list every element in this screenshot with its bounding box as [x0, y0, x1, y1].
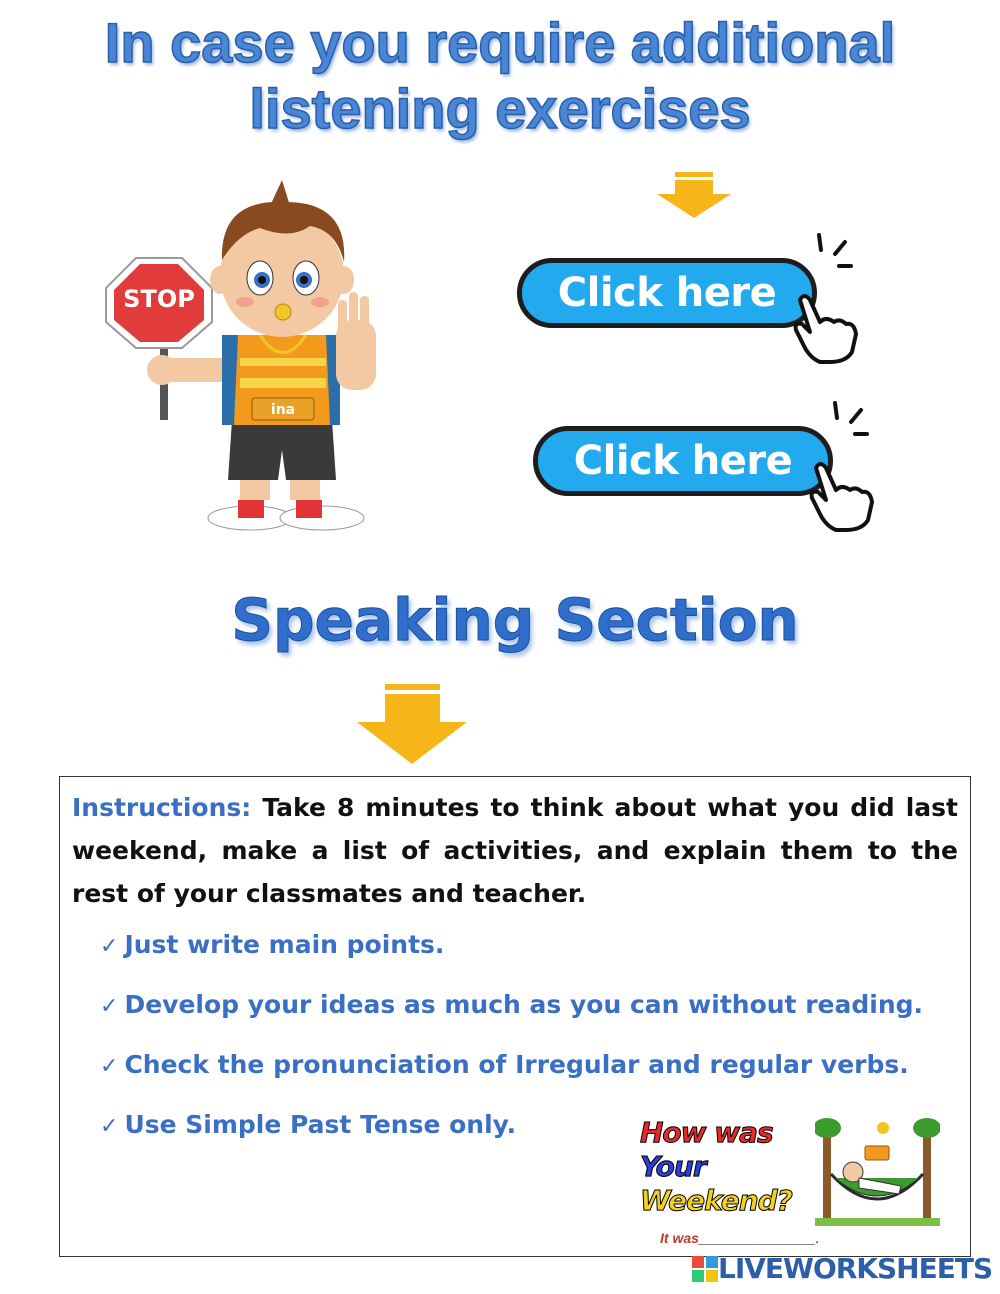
instructions-paragraph [72, 786, 958, 915]
liveworksheets-watermark [692, 1252, 992, 1285]
liveworksheets-logo-icon [692, 1256, 718, 1282]
checkmark-icon: ✓ [100, 1114, 119, 1139]
page-title [0, 10, 1000, 142]
bullet-item [100, 1110, 516, 1139]
down-arrow-icon [655, 170, 733, 220]
vest-logo-text: ina [270, 402, 296, 418]
click-here-graphic-2 [528, 398, 878, 533]
bullet-text: Use Simple Past Tense only. [124, 1110, 517, 1139]
it-was-blank: _______________. [698, 1230, 820, 1246]
click-here-button-2[interactable] [533, 426, 833, 496]
spark-icon [823, 398, 873, 438]
bullet-item [100, 930, 444, 959]
bullet-text: Develop your ideas as much as you can without reading. [124, 990, 924, 1019]
title-line-2: listening exercises [249, 77, 751, 140]
bullet-item [100, 1050, 909, 1079]
down-arrow-icon [355, 684, 470, 766]
pointing-hand-icon [790, 290, 860, 365]
boy-with-stop-sign-illustration [100, 180, 390, 540]
click-here-label-1: Click here [557, 270, 777, 316]
bullet-item [100, 990, 923, 1019]
pointing-hand-icon [806, 458, 876, 533]
bullet-text: Check the pronunciation of Irregular and regular verbs. [124, 1050, 909, 1079]
title-line-1: In case you require additional [104, 11, 896, 74]
checkmark-icon: ✓ [100, 994, 119, 1019]
weekend-line-3: Weekend? [640, 1184, 792, 1217]
stop-sign-text: STOP [123, 285, 195, 313]
liveworksheets-brand: LIVEWORKSHEETS [718, 1252, 993, 1285]
hammock-illustration [815, 1114, 940, 1226]
weekend-line-1: How was [640, 1116, 773, 1149]
checkmark-icon: ✓ [100, 1054, 119, 1079]
weekend-graphic-title [640, 1116, 792, 1218]
it-was-text: It was [660, 1230, 699, 1246]
click-here-graphic-1 [512, 230, 862, 365]
instructions-label: Instructions: [72, 793, 252, 822]
section-title: Speaking Section [231, 586, 799, 654]
bullet-text: Just write main points. [124, 930, 445, 959]
it-was-prompt [660, 1230, 820, 1246]
click-here-button-1[interactable] [517, 258, 817, 328]
weekend-line-2: Your [640, 1150, 706, 1183]
instructions-text: Take 8 minutes to think about what you did last weekend, make a list of activities, and explain them to the rest of your classmates and teacher. [72, 793, 958, 908]
spark-icon [807, 230, 857, 270]
click-here-label-2: Click here [573, 438, 793, 484]
checkmark-icon: ✓ [100, 934, 119, 959]
